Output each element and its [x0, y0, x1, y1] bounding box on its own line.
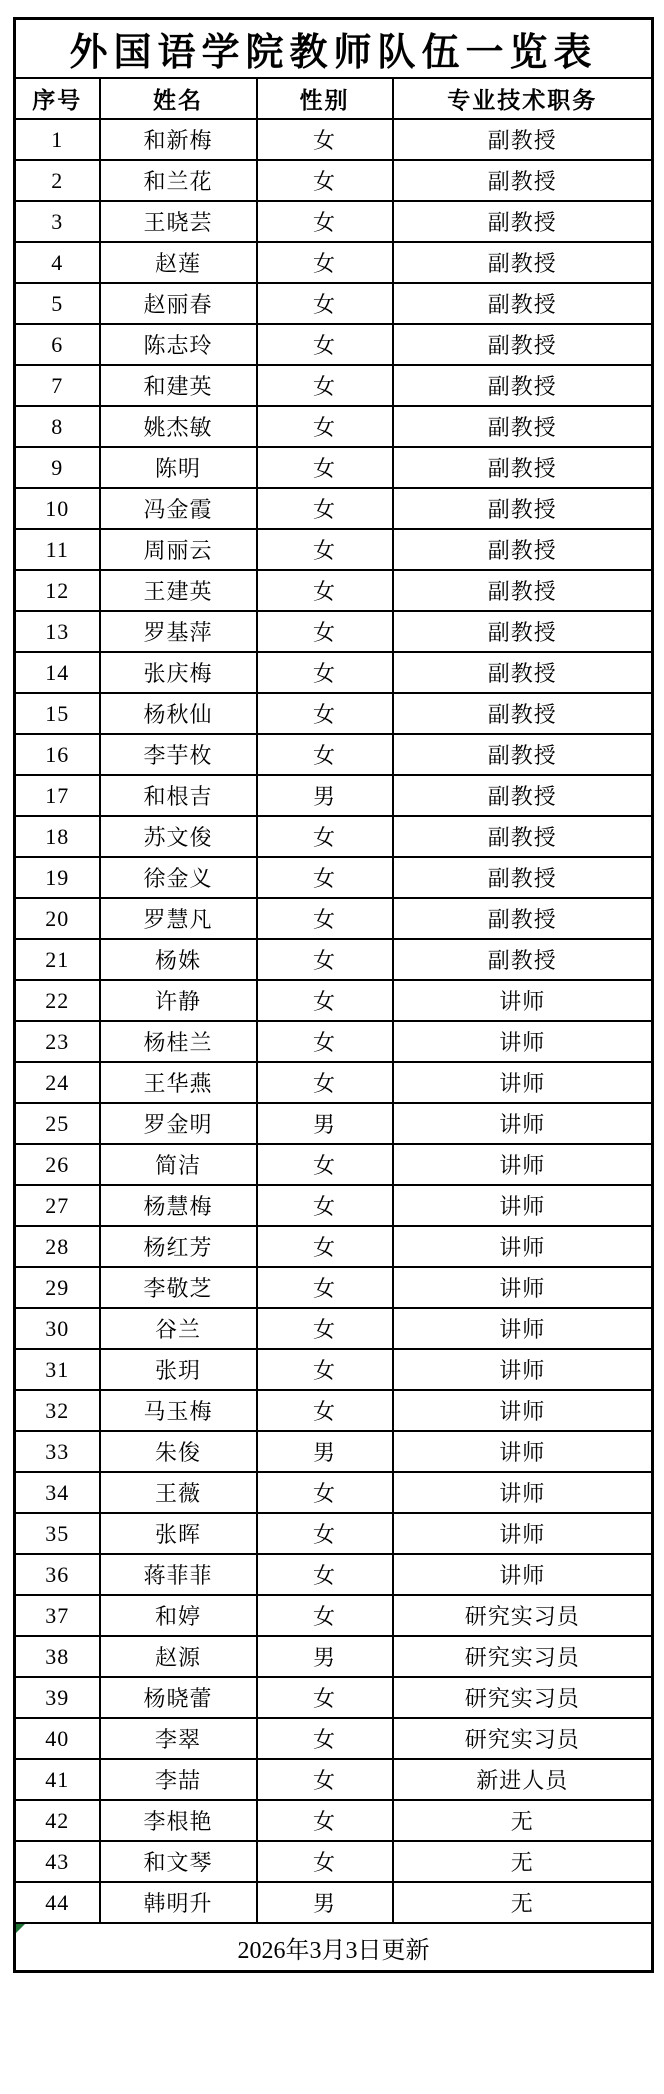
cell-gender: 男 — [257, 1636, 393, 1677]
table-row — [15, 1103, 653, 1144]
cell-title: 副教授 — [393, 447, 653, 488]
table-row — [15, 365, 653, 406]
cell-title: 副教授 — [393, 324, 653, 365]
cell-title: 副教授 — [393, 652, 653, 693]
cell-title: 讲师 — [393, 1472, 653, 1513]
cell-no: 3 — [15, 201, 100, 242]
cell-gender: 男 — [257, 1882, 393, 1923]
cell-title: 研究实习员 — [393, 1595, 653, 1636]
cell-name: 李翠 — [100, 1718, 257, 1759]
cell-title: 讲师 — [393, 1021, 653, 1062]
cell-title: 讲师 — [393, 1431, 653, 1472]
table-row — [15, 488, 653, 529]
cell-title: 副教授 — [393, 529, 653, 570]
cell-name: 和婷 — [100, 1595, 257, 1636]
table-row — [15, 1390, 653, 1431]
cell-name: 冯金霞 — [100, 488, 257, 529]
column-header-no: 序号 — [15, 78, 100, 119]
cell-no: 9 — [15, 447, 100, 488]
cell-title: 讲师 — [393, 1267, 653, 1308]
cell-gender: 女 — [257, 611, 393, 652]
cell-no: 19 — [15, 857, 100, 898]
cell-gender: 女 — [257, 1308, 393, 1349]
table-row — [15, 652, 653, 693]
cell-name: 罗基萍 — [100, 611, 257, 652]
table-row — [15, 447, 653, 488]
cell-gender: 女 — [257, 242, 393, 283]
cell-title: 副教授 — [393, 775, 653, 816]
cell-gender: 女 — [257, 816, 393, 857]
column-header-title: 专业技术职务 — [393, 78, 653, 119]
table-row — [15, 1677, 653, 1718]
cell-name: 姚杰敏 — [100, 406, 257, 447]
cell-no: 40 — [15, 1718, 100, 1759]
cell-title: 副教授 — [393, 242, 653, 283]
cell-title: 副教授 — [393, 283, 653, 324]
cell-gender: 女 — [257, 1718, 393, 1759]
cell-gender: 女 — [257, 1349, 393, 1390]
cell-name: 杨姝 — [100, 939, 257, 980]
cell-title: 副教授 — [393, 693, 653, 734]
table-row — [15, 1349, 653, 1390]
cell-title: 副教授 — [393, 119, 653, 160]
cell-name: 陈志玲 — [100, 324, 257, 365]
cell-name: 陈明 — [100, 447, 257, 488]
cell-name: 和兰花 — [100, 160, 257, 201]
cell-name: 韩明升 — [100, 1882, 257, 1923]
cell-no: 32 — [15, 1390, 100, 1431]
cell-gender: 男 — [257, 1431, 393, 1472]
cell-gender: 女 — [257, 365, 393, 406]
cell-title: 副教授 — [393, 857, 653, 898]
cell-name: 赵丽春 — [100, 283, 257, 324]
table-row — [15, 1554, 653, 1595]
cell-gender: 女 — [257, 1677, 393, 1718]
cell-name: 李芋枚 — [100, 734, 257, 775]
cell-gender: 女 — [257, 734, 393, 775]
cell-gender: 女 — [257, 1513, 393, 1554]
cell-gender: 女 — [257, 980, 393, 1021]
table-row — [15, 1800, 653, 1841]
cell-title: 副教授 — [393, 201, 653, 242]
table-row — [15, 775, 653, 816]
table-row — [15, 1308, 653, 1349]
table-title-row — [15, 19, 653, 79]
cell-name: 杨秋仙 — [100, 693, 257, 734]
cell-no: 18 — [15, 816, 100, 857]
cell-title: 讲师 — [393, 1144, 653, 1185]
cell-gender: 女 — [257, 1267, 393, 1308]
table-row — [15, 406, 653, 447]
cell-gender: 女 — [257, 652, 393, 693]
table-row — [15, 980, 653, 1021]
cell-no: 42 — [15, 1800, 100, 1841]
cell-name: 周丽云 — [100, 529, 257, 570]
cell-name: 王建英 — [100, 570, 257, 611]
cell-gender: 女 — [257, 857, 393, 898]
comment-marker-icon — [16, 1924, 25, 1933]
cell-no: 10 — [15, 488, 100, 529]
cell-gender: 女 — [257, 1226, 393, 1267]
cell-name: 简洁 — [100, 1144, 257, 1185]
cell-no: 17 — [15, 775, 100, 816]
cell-name: 杨桂兰 — [100, 1021, 257, 1062]
cell-gender: 女 — [257, 1595, 393, 1636]
cell-no: 35 — [15, 1513, 100, 1554]
teacher-roster-table — [13, 17, 654, 1973]
teacher-table-body — [15, 119, 653, 1923]
cell-title: 研究实习员 — [393, 1718, 653, 1759]
cell-name: 李敬芝 — [100, 1267, 257, 1308]
update-note-cell — [15, 1923, 653, 1972]
table-row — [15, 529, 653, 570]
cell-title: 副教授 — [393, 488, 653, 529]
cell-name: 杨慧梅 — [100, 1185, 257, 1226]
cell-no: 6 — [15, 324, 100, 365]
cell-gender: 女 — [257, 1800, 393, 1841]
page-title: 外国语学院教师队伍一览表 — [15, 19, 653, 79]
cell-no: 5 — [15, 283, 100, 324]
cell-no: 27 — [15, 1185, 100, 1226]
cell-title: 副教授 — [393, 365, 653, 406]
cell-title: 副教授 — [393, 570, 653, 611]
cell-title: 讲师 — [393, 1390, 653, 1431]
cell-gender: 女 — [257, 693, 393, 734]
cell-no: 39 — [15, 1677, 100, 1718]
cell-no: 4 — [15, 242, 100, 283]
cell-title: 副教授 — [393, 406, 653, 447]
table-row — [15, 1513, 653, 1554]
cell-no: 41 — [15, 1759, 100, 1800]
table-row — [15, 1062, 653, 1103]
cell-name: 赵莲 — [100, 242, 257, 283]
cell-no: 30 — [15, 1308, 100, 1349]
cell-no: 44 — [15, 1882, 100, 1923]
cell-no: 22 — [15, 980, 100, 1021]
cell-title: 副教授 — [393, 816, 653, 857]
cell-title: 副教授 — [393, 611, 653, 652]
cell-no: 38 — [15, 1636, 100, 1677]
table-row — [15, 1472, 653, 1513]
cell-gender: 女 — [257, 529, 393, 570]
table-row — [15, 939, 653, 980]
cell-gender: 女 — [257, 1841, 393, 1882]
table-row — [15, 1595, 653, 1636]
cell-name: 王晓芸 — [100, 201, 257, 242]
cell-title: 新进人员 — [393, 1759, 653, 1800]
table-row — [15, 1431, 653, 1472]
cell-name: 许静 — [100, 980, 257, 1021]
cell-no: 15 — [15, 693, 100, 734]
table-row — [15, 1841, 653, 1882]
cell-name: 张玥 — [100, 1349, 257, 1390]
cell-no: 37 — [15, 1595, 100, 1636]
cell-gender: 女 — [257, 160, 393, 201]
table-row — [15, 160, 653, 201]
cell-gender: 女 — [257, 1021, 393, 1062]
cell-title: 讲师 — [393, 1308, 653, 1349]
cell-gender: 女 — [257, 406, 393, 447]
cell-gender: 女 — [257, 447, 393, 488]
cell-name: 和建英 — [100, 365, 257, 406]
cell-no: 1 — [15, 119, 100, 160]
cell-gender: 女 — [257, 324, 393, 365]
table-row — [15, 1636, 653, 1677]
cell-no: 12 — [15, 570, 100, 611]
cell-no: 43 — [15, 1841, 100, 1882]
cell-title: 研究实习员 — [393, 1636, 653, 1677]
cell-gender: 女 — [257, 1185, 393, 1226]
table-row — [15, 857, 653, 898]
cell-title: 讲师 — [393, 1513, 653, 1554]
cell-name: 李喆 — [100, 1759, 257, 1800]
cell-name: 苏文俊 — [100, 816, 257, 857]
cell-title: 副教授 — [393, 734, 653, 775]
cell-gender: 女 — [257, 1759, 393, 1800]
cell-no: 2 — [15, 160, 100, 201]
cell-no: 11 — [15, 529, 100, 570]
cell-name: 和文琴 — [100, 1841, 257, 1882]
table-row — [15, 816, 653, 857]
cell-title: 副教授 — [393, 898, 653, 939]
cell-gender: 女 — [257, 1390, 393, 1431]
cell-title: 讲师 — [393, 1349, 653, 1390]
cell-no: 25 — [15, 1103, 100, 1144]
cell-name: 和根吉 — [100, 775, 257, 816]
cell-no: 24 — [15, 1062, 100, 1103]
cell-no: 23 — [15, 1021, 100, 1062]
cell-no: 29 — [15, 1267, 100, 1308]
cell-name: 谷兰 — [100, 1308, 257, 1349]
cell-gender: 女 — [257, 1472, 393, 1513]
cell-name: 和新梅 — [100, 119, 257, 160]
cell-title: 无 — [393, 1841, 653, 1882]
cell-name: 李根艳 — [100, 1800, 257, 1841]
table-row — [15, 1759, 653, 1800]
cell-gender: 女 — [257, 898, 393, 939]
table-row — [15, 1185, 653, 1226]
cell-no: 20 — [15, 898, 100, 939]
table-row — [15, 201, 653, 242]
cell-title: 讲师 — [393, 980, 653, 1021]
table-row — [15, 611, 653, 652]
cell-title: 讲师 — [393, 1185, 653, 1226]
table-footer-row — [15, 1923, 653, 1972]
cell-no: 34 — [15, 1472, 100, 1513]
cell-gender: 女 — [257, 488, 393, 529]
cell-name: 徐金义 — [100, 857, 257, 898]
table-row — [15, 1021, 653, 1062]
cell-gender: 女 — [257, 201, 393, 242]
cell-title: 无 — [393, 1882, 653, 1923]
cell-name: 张庆梅 — [100, 652, 257, 693]
cell-name: 罗慧凡 — [100, 898, 257, 939]
table-header-row — [15, 78, 653, 119]
cell-no: 31 — [15, 1349, 100, 1390]
cell-name: 赵源 — [100, 1636, 257, 1677]
table-row — [15, 898, 653, 939]
table-row — [15, 1882, 653, 1923]
cell-no: 16 — [15, 734, 100, 775]
update-note: 2026年3月3日更新 — [237, 1937, 430, 1964]
cell-gender: 女 — [257, 283, 393, 324]
table-row — [15, 1144, 653, 1185]
cell-title: 无 — [393, 1800, 653, 1841]
cell-gender: 女 — [257, 1062, 393, 1103]
table-row — [15, 1226, 653, 1267]
cell-gender: 女 — [257, 119, 393, 160]
table-row — [15, 693, 653, 734]
cell-title: 研究实习员 — [393, 1677, 653, 1718]
cell-no: 26 — [15, 1144, 100, 1185]
cell-no: 8 — [15, 406, 100, 447]
table-row — [15, 734, 653, 775]
cell-title: 讲师 — [393, 1103, 653, 1144]
column-header-name: 姓名 — [100, 78, 257, 119]
cell-title: 讲师 — [393, 1554, 653, 1595]
cell-name: 罗金明 — [100, 1103, 257, 1144]
cell-name: 王华燕 — [100, 1062, 257, 1103]
cell-no: 13 — [15, 611, 100, 652]
cell-name: 杨红芳 — [100, 1226, 257, 1267]
table-row — [15, 1718, 653, 1759]
cell-title: 讲师 — [393, 1062, 653, 1103]
cell-no: 36 — [15, 1554, 100, 1595]
cell-name: 马玉梅 — [100, 1390, 257, 1431]
table-row — [15, 324, 653, 365]
cell-gender: 女 — [257, 939, 393, 980]
cell-name: 王薇 — [100, 1472, 257, 1513]
table-row — [15, 283, 653, 324]
cell-no: 14 — [15, 652, 100, 693]
table-row — [15, 570, 653, 611]
cell-name: 张晖 — [100, 1513, 257, 1554]
cell-name: 蒋菲菲 — [100, 1554, 257, 1595]
cell-gender: 女 — [257, 1554, 393, 1595]
cell-name: 朱俊 — [100, 1431, 257, 1472]
table-row — [15, 1267, 653, 1308]
cell-no: 28 — [15, 1226, 100, 1267]
cell-name: 杨晓蕾 — [100, 1677, 257, 1718]
cell-gender: 男 — [257, 1103, 393, 1144]
cell-title: 副教授 — [393, 939, 653, 980]
cell-title: 副教授 — [393, 160, 653, 201]
cell-title: 讲师 — [393, 1226, 653, 1267]
cell-gender: 男 — [257, 775, 393, 816]
cell-gender: 女 — [257, 570, 393, 611]
cell-gender: 女 — [257, 1144, 393, 1185]
cell-no: 33 — [15, 1431, 100, 1472]
table-row — [15, 119, 653, 160]
column-header-gender: 性别 — [257, 78, 393, 119]
cell-no: 7 — [15, 365, 100, 406]
table-row — [15, 242, 653, 283]
cell-no: 21 — [15, 939, 100, 980]
